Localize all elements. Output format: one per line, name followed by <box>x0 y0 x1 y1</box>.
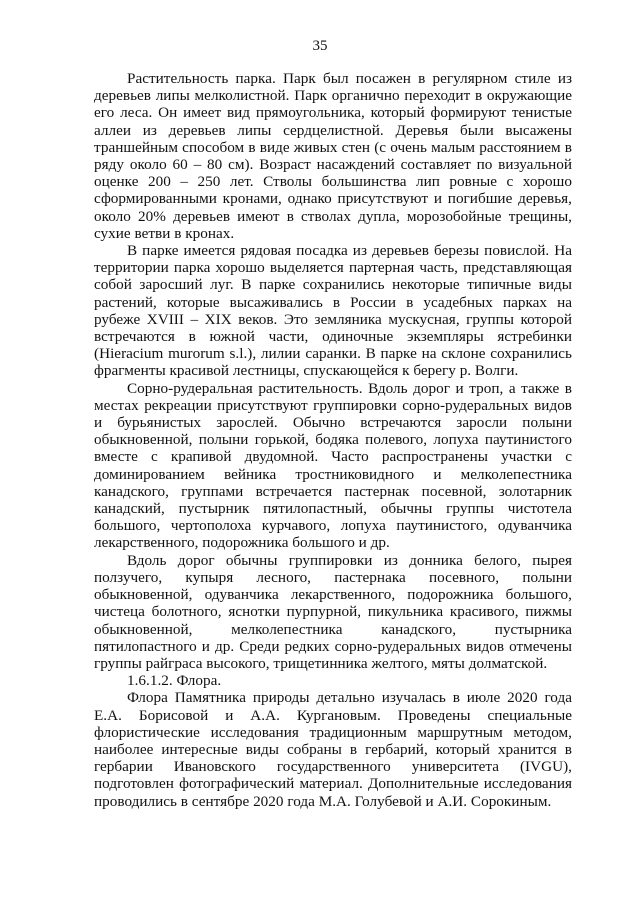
paragraph-ruderal-vegetation: Сорно-рудеральная растительность. Вдоль дорог и троп, а также в местах рекреации присутствуют группировки сорно-рудеральных видов и бурьянистых зарослей. Обычно встречаются заросли полыни обыкновенной, полыни горькой, бодяка полевого, лопуха паутинистого вместе с крапивой двудомной. Часто распространены участки с доминированием вейника тростниковидного и мелколепестника канадского, группами встречается пастернак посевной, золотарник канадский, пустырник пятилопастный, обычны группы чистотела большого, чертополоха курчавого, лопуха паутинистого, одуванчика лекарственного, подорожника большого и др. <box>94 379 572 552</box>
paragraph-roadside-groups: Вдоль дорог обычны группировки из донника белого, пырея ползучего, купыря лесного, пастернака посевного, полыни обыкновенной, одуванчика лекарственного, подорожника большого, чистеца болотного, яснотки пурпурной, пикульника красивого, пижмы обыкновенной, мелколепестника канадского, пустырника пятилопастного и др. Среди редких сорно-рудеральных видов отмечены группы райграса высокого, трищетинника желтого, мяты долматской. <box>94 551 572 672</box>
section-heading-flora: 1.6.1.2. Флора. <box>127 672 222 690</box>
paragraph-flora-study: Флора Памятника природы детально изучалась в июле 2020 года Е.А. Борисовой и А.А. Кургановым. Проведены специальные флористические исследования традиционным маршрутным методом, наиболее интересные виды собраны в гербарий, который хранится в гербарии Ивановского государственного университета (IVGU), подготовлен фотографический материал. Дополнительные исследования проводились в сентябре 2020 года М.А. Голубевой и А.И. Сорокиным. <box>94 689 572 810</box>
paragraph-park-vegetation: Растительность парка. Парк был посажен в регулярном стиле из деревьев липы мелколистной. Парк органично переходит в окружающие его леса. Он имеет вид прямоугольника, который формируют тенистые аллеи из деревьев липы сердцелистной. Деревья были высажены траншейным способом в виде живых стен (с очень малым расстоянием в ряду около 60 – 80 см). Возраст насаждений составляет по визуальной оценке 200 – 250 лет. Стволы большинства лип ровные с хорошо сформированными кронами, однако присутствуют и погибшие деревья, около 20% деревьев имеют в стволах дупла, морозобойные трещины, сухие ветви в кронах. <box>94 70 572 242</box>
body-text <box>94 70 572 810</box>
page-number: 35 <box>312 38 328 54</box>
paragraph-birch-planting: В парке имеется рядовая посадка из деревьев березы повислой. На территории парка хорошо выделяется партерная часть, представляющая собой заросший луг. В парке сохранились некоторые типичные виды растений, которые высаживались в России в усадебных парках на рубеже XVIII – XIX веков. Это земляника мускусная, группы которой встречаются в южной части, одиночные экземпляры ястребинки (Hieracium murorum s.l.), лилии саранки. В парке на склоне сохранились фрагменты красивой лестницы, спускающейся к берегу р. Волги. <box>94 242 572 380</box>
